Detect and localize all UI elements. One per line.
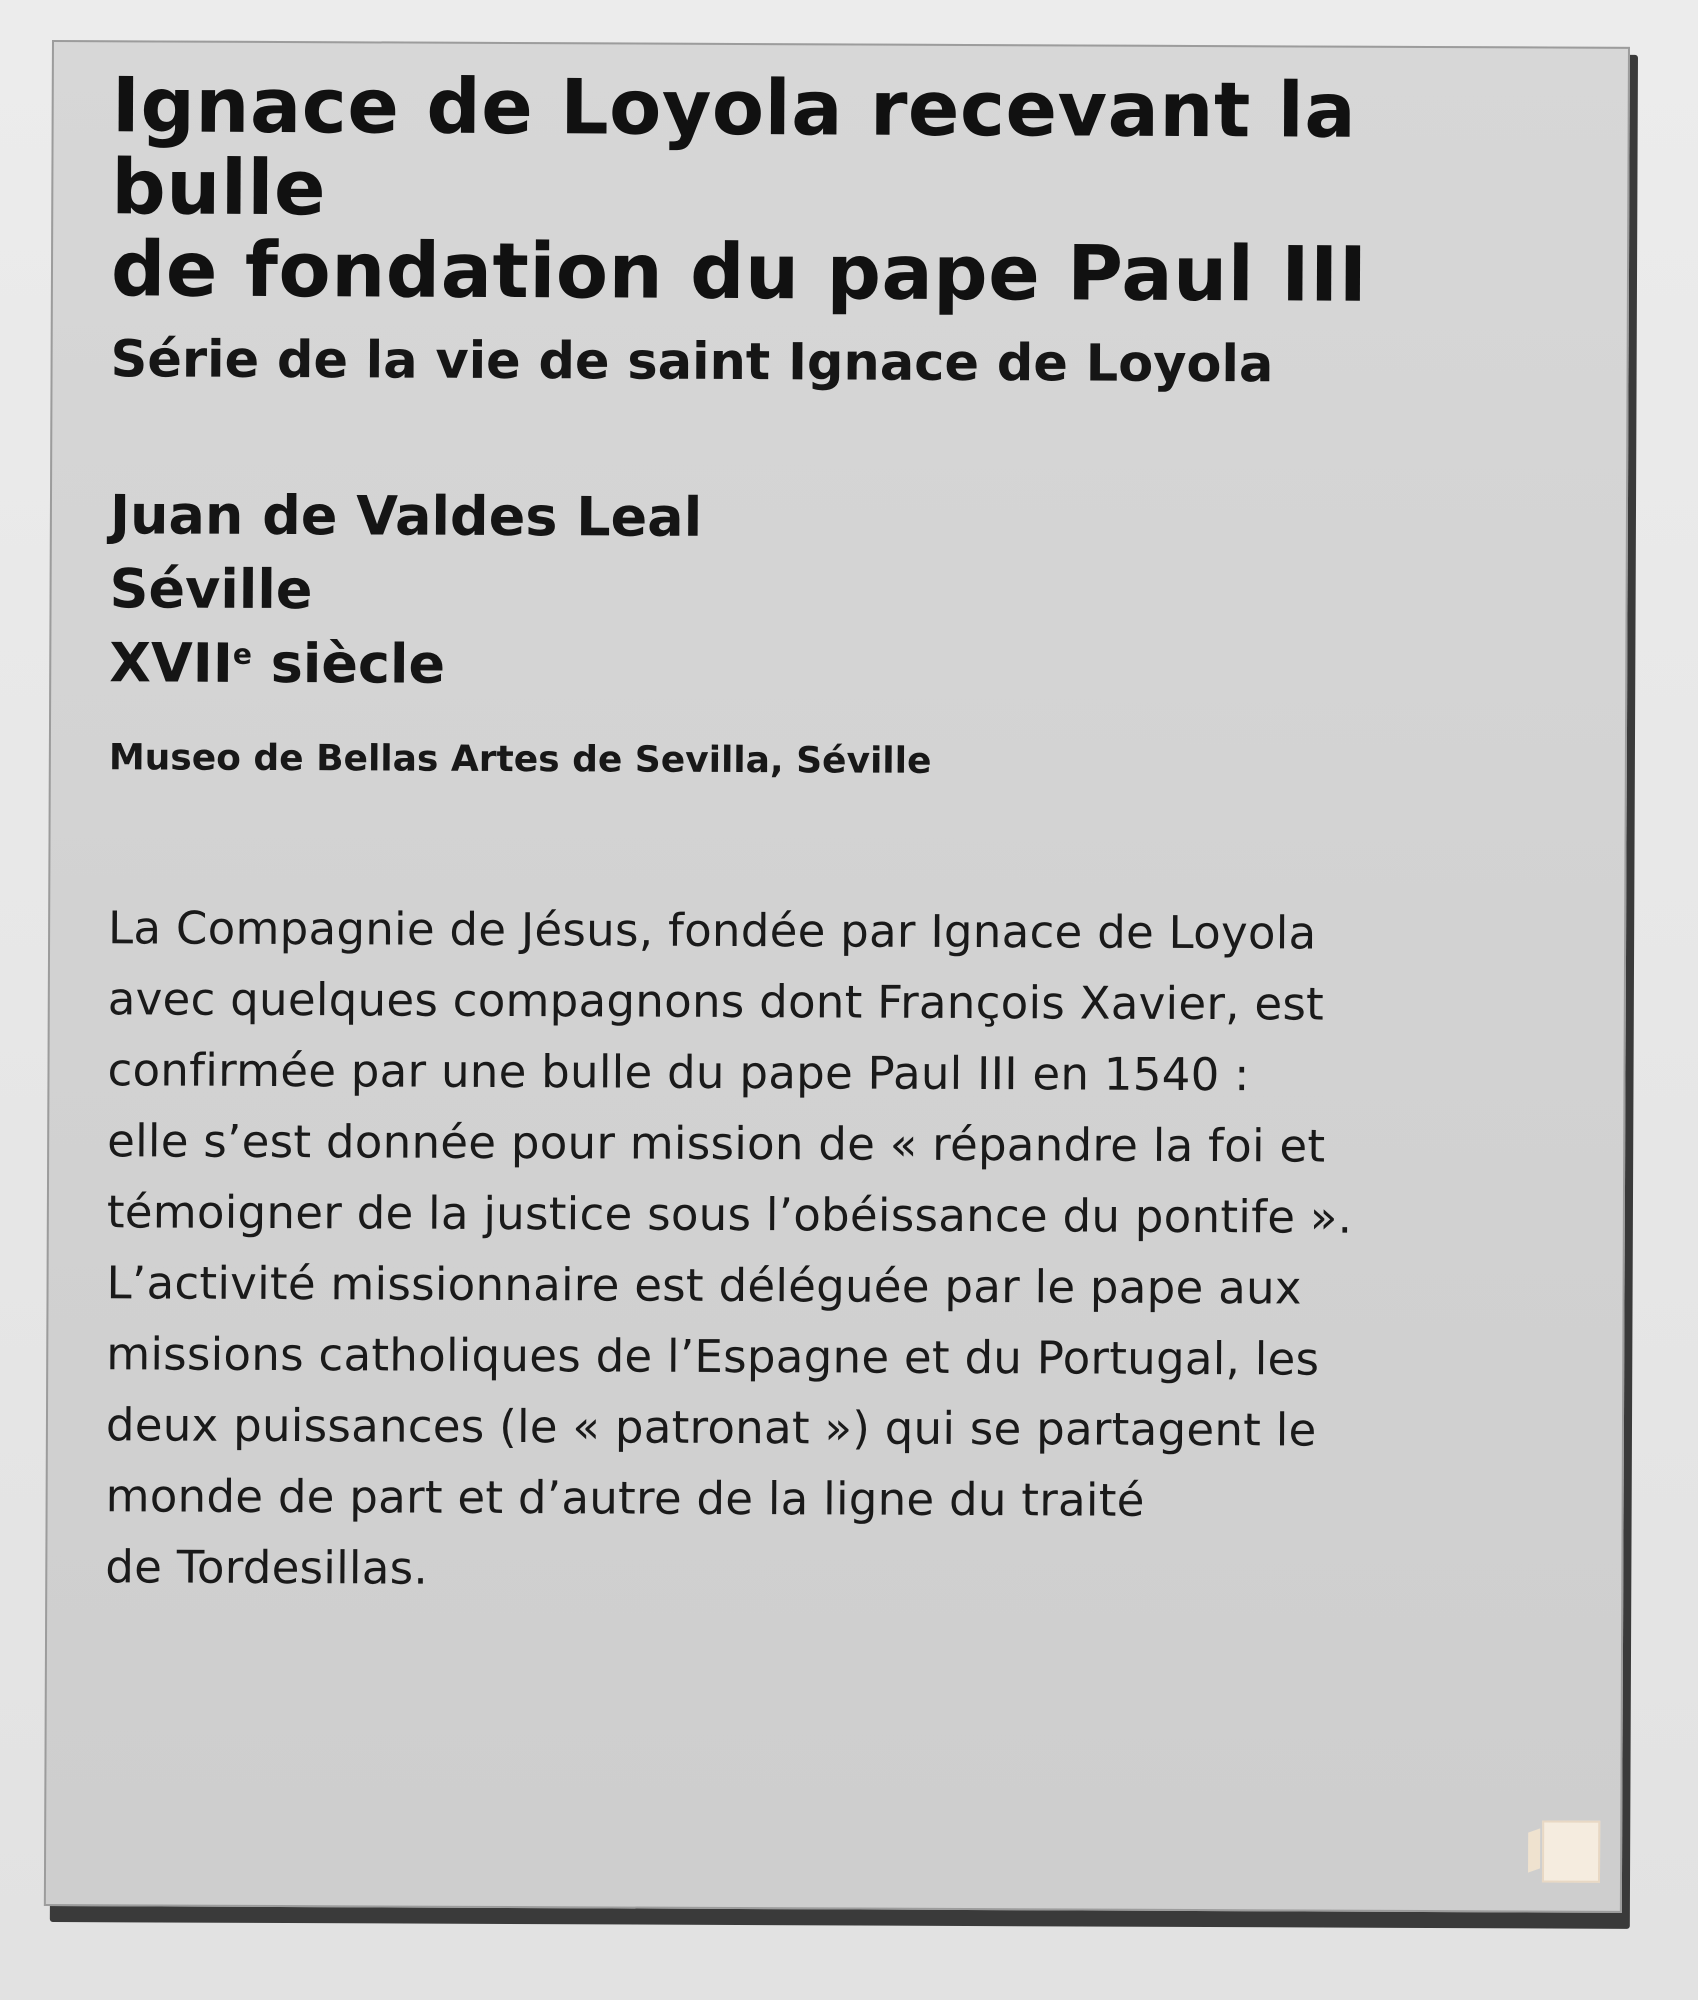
description-line: de Tordesillas. [105,1540,429,1595]
artwork-place: Séville [109,557,313,622]
description-text [105,892,1588,1608]
corner-sticker [1542,1821,1600,1883]
description-line: deux puissances (le « patronat ») qui se partagent le [105,1398,1317,1457]
description-line: témoigner de la justice sous l’obéissance du pontife ». [106,1185,1353,1244]
museum-credit: Museo de Bellas Artes de Sevilla, Séville [108,737,932,782]
century-superscript: e [232,637,253,671]
artwork-title-line-1: Ignace de Loyola recevant la bulle [111,60,1357,233]
description-line: avec quelques compagnons dont François Xavier, est [107,972,1325,1031]
description-line: L’activité missionnaire est déléguée par le pape aux [106,1256,1302,1315]
museum-label-panel [44,40,1630,1913]
artist-info [109,478,1590,706]
artist-name: Juan de Valdes Leal [109,483,703,549]
description-line: La Compagnie de Jésus, fondée par Ignace de Loyola [108,901,1317,960]
description-line: elle s’est donnée pour mission de « répandre la foi et [107,1114,1326,1173]
artwork-century [109,626,1589,706]
description-line: monde de part et d’autre de la ligne du traité [105,1469,1145,1527]
century-word: siècle [251,631,446,696]
century-numeral: XVII [109,631,234,695]
description-line: confirmée par une bulle du pape Paul III en 1540 : [107,1043,1250,1102]
artwork-title-line-2: de fondation du pape Paul III [110,224,1368,319]
series-subtitle: Série de la vie de saint Ignace de Loyola [110,330,1274,395]
description-line: missions catholiques de l’Espagne et du Portugal, les [106,1327,1320,1386]
artwork-title [110,60,1592,319]
sticker-residue [1528,1828,1540,1872]
label-content [105,60,1592,1608]
